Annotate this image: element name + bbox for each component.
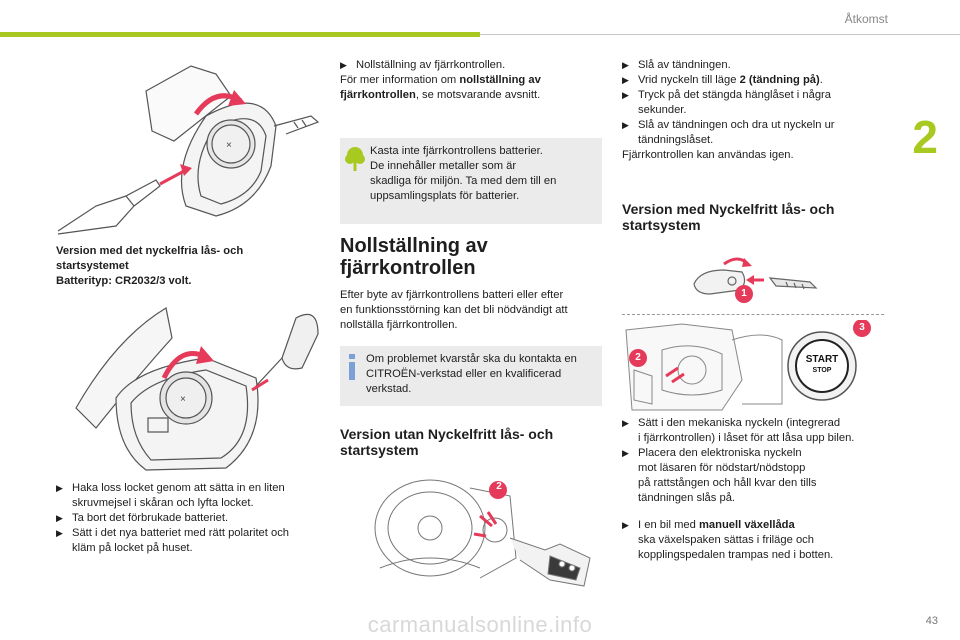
callout-number: 2: [496, 481, 502, 492]
illustration-divider: [622, 314, 884, 316]
ignition-off-step: ▶ Slå av tändningen.: [622, 59, 731, 71]
cover-removal-step: ▶ Haka loss locket genom att sätta in en liten skruvmejsel i skåran och lyfta locket.: [56, 482, 285, 509]
env-note-line: De innehåller metaller som är: [370, 160, 517, 172]
battery-caption-line2: startsystemet: [56, 260, 129, 272]
callout-number: 1: [741, 288, 747, 299]
place-electronic-key-step: ▶ Placera den elektroniska nyckeln mot läsaren för nödstart/nödstopp på rattstången och håll kvar den tills tändningen slås på.: [622, 447, 817, 504]
battery-caption-line1: Version med det nyckelfria lås- och: [56, 245, 244, 257]
door-handle-illustration: [690, 254, 830, 304]
more-info-text: För mer information om nollställning av fjärrkontrollen, se motsvarande avsnitt.: [340, 74, 541, 101]
reset-paragraph-line: en funktionsstörning kan det bli nödvändigt att: [340, 304, 568, 316]
insert-battery-step: ▶ Sätt i det nya batteriet med rätt polaritet och kläm på locket på huset.: [56, 527, 290, 554]
callout-number: 2: [635, 352, 641, 363]
info-note-line: verkstad.: [366, 383, 412, 395]
manual-gearbox-step: ▶ I en bil med manuell växellåda ska växelspaken sättas i friläge och kopplingspedalen trampas ned i botten.: [622, 519, 834, 561]
info-note-line: CITROËN-verkstad eller en kvalificerad: [366, 368, 562, 380]
ignition-key-illustration: [370, 468, 602, 608]
start-label: START: [805, 354, 839, 365]
without-keyless-heading-line1: Version utan Nyckelfritt lås- och: [340, 426, 554, 442]
info-icon: [346, 354, 358, 380]
watermark: carmanualsonline.info: [367, 612, 593, 637]
open-key-fob-illustration: [56, 298, 328, 478]
reset-remote-step: ▶ Nollställning av fjärrkontrollen.: [340, 59, 506, 71]
press-padlock-step: ▶ Tryck på det stängda hänglåset i några sekunder.: [622, 89, 832, 116]
reset-heading-line1: Nollställning av: [340, 235, 488, 257]
stop-label: STOP: [812, 367, 832, 374]
remove-key-step: ▶ Slå av tändningen och dra ut nyckeln ur tändningslåset.: [622, 119, 835, 146]
reset-heading-line2: fjärrkontrollen: [340, 257, 476, 279]
reset-paragraph-line: Efter byte av fjärrkontrollens batteri eller efter: [340, 289, 564, 301]
tree-icon: [344, 146, 366, 172]
svg-text:×: ×: [226, 140, 232, 151]
insert-mechanical-key-step: ▶ Sätt i den mekaniska nyckeln (integrerad i fjärrkontrollen) i låset för att låsa upp bilen.: [622, 417, 855, 444]
reset-paragraph-line: nollställa fjärrkontrollen.: [340, 319, 458, 331]
env-note-line: uppsamlingsplats för batterier.: [370, 190, 520, 202]
without-keyless-heading-line2: startsystem: [340, 442, 419, 458]
header-rule: [480, 34, 960, 35]
turn-key-step: ▶ Vrid nyckeln till läge 2 (tändning på).: [622, 74, 823, 86]
section-title: Åtkomst: [844, 12, 888, 26]
start-stop-illustration: [622, 320, 882, 412]
info-note: [340, 346, 602, 406]
key-cover-removal-illustration: [56, 56, 326, 236]
page-number: 43: [925, 615, 938, 627]
remove-battery-step: ▶ Ta bort det förbrukade batteriet.: [56, 512, 229, 524]
svg-text:×: ×: [180, 394, 186, 405]
env-note-line: Kasta inte fjärrkontrollens batterier.: [370, 145, 543, 157]
header-accent-bar: [0, 32, 480, 37]
remote-ready-text: Fjärrkontrollen kan användas igen.: [622, 149, 794, 161]
battery-type-caption: Batterityp: CR2032/3 volt.: [56, 275, 192, 287]
info-note-line: Om problemet kvarstår ska du kontakta en: [366, 353, 577, 365]
with-keyless-heading-line1: Version med Nyckelfritt lås- och: [622, 201, 835, 217]
chapter-number: 2: [912, 111, 938, 163]
with-keyless-heading-line2: startsystem: [622, 217, 701, 233]
env-note-line: skadliga för miljön. Ta med dem till en: [370, 175, 557, 187]
callout-number: 3: [859, 322, 865, 333]
environment-note: [340, 138, 602, 224]
